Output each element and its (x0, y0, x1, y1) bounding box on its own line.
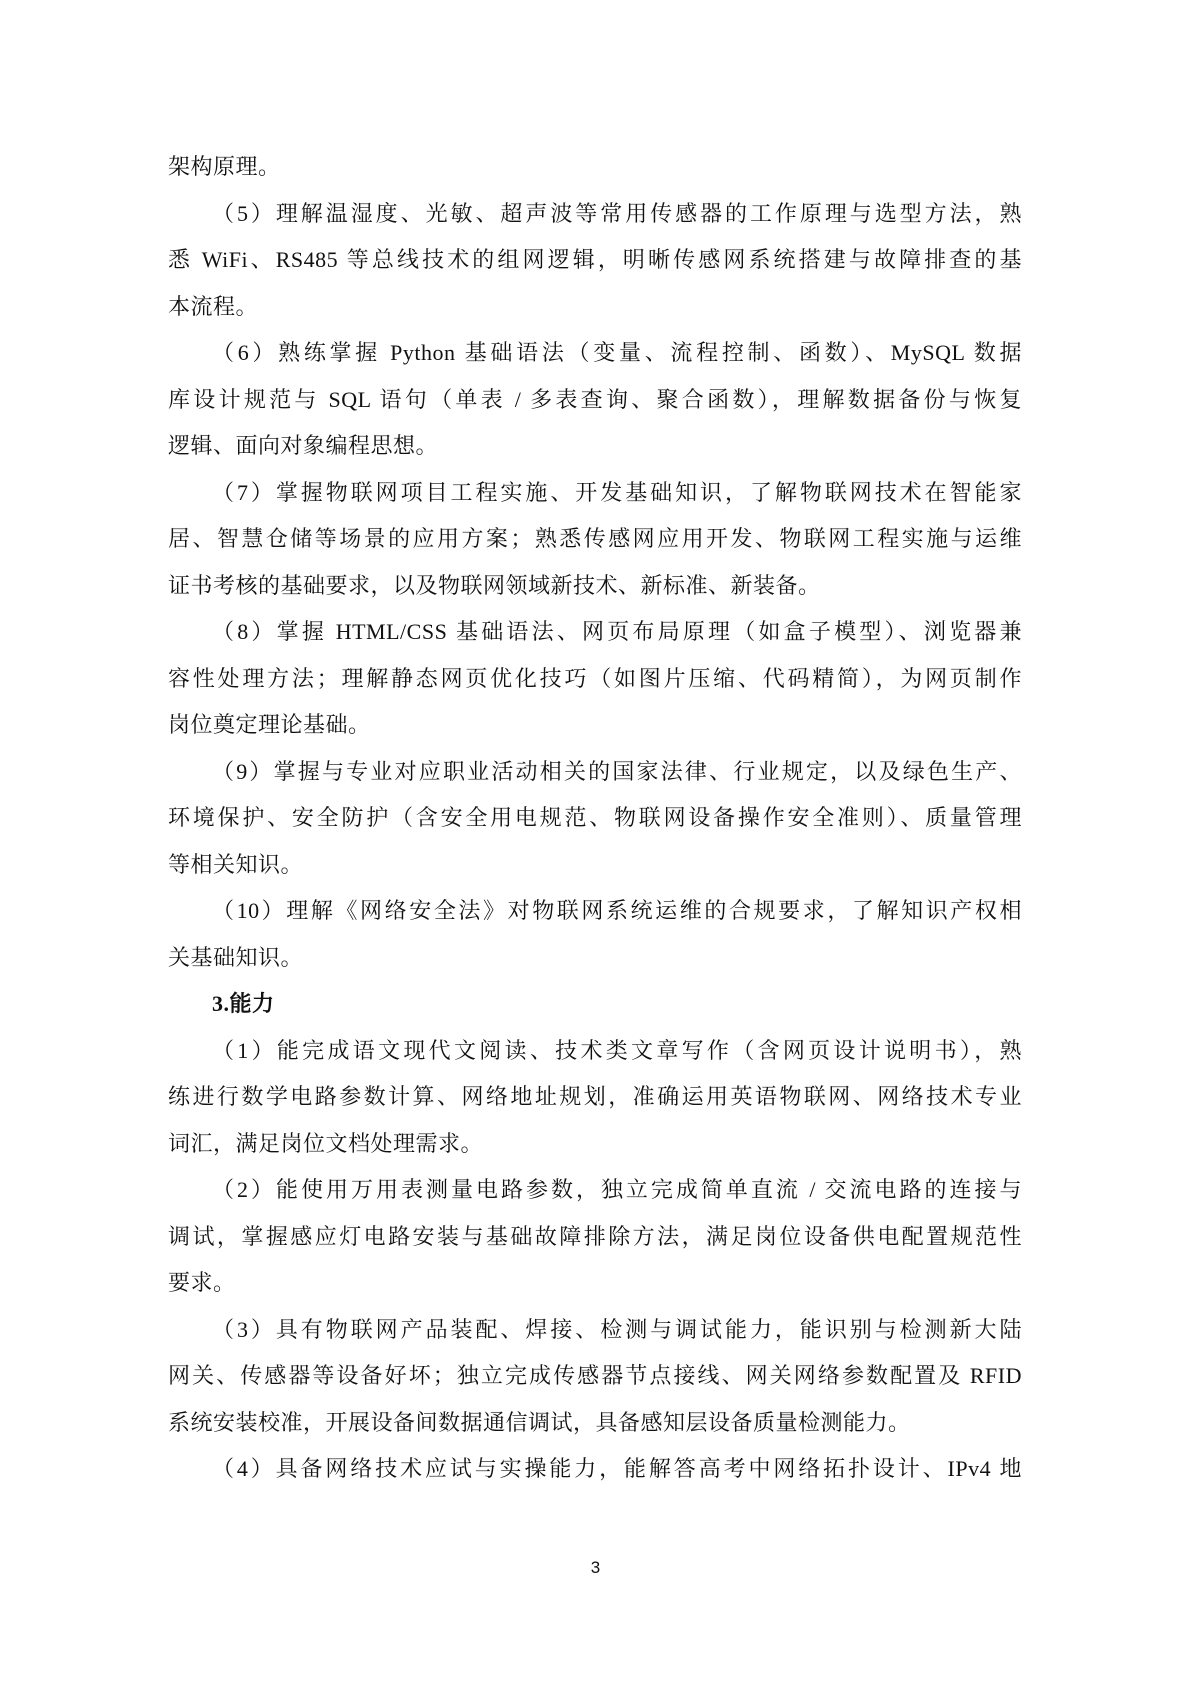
page-number: 3 (590, 1558, 601, 1577)
document-line: （6）熟练掌握 Python 基础语法（变量、流程控制、函数）、MySQL 数据 (212, 340, 1022, 365)
section-heading-ability: 3.能力 (212, 991, 275, 1016)
document-line: （4）具备网络技术应试与实操能力，能解答高考中网络拓扑设计、IPv4 地 (212, 1456, 1022, 1481)
document-line: 等相关知识。 (168, 851, 304, 877)
document-line: 本流程。 (168, 293, 259, 319)
document-line: （5）理解温湿度、光敏、超声波等常用传感器的工作原理与选型方法，熟 (212, 200, 1022, 226)
document-line: （8）掌握 HTML/CSS 基础语法、网页布局原理（如盒子模型）、浏览器兼 (212, 619, 1022, 644)
document-line: 库设计规范与 SQL 语句（单表 / 多表查询、聚合函数），理解数据备份与恢复 (168, 386, 1022, 412)
document-line: 容性处理方法；理解静态网页优化技巧（如图片压缩、代码精简），为网页制作 (168, 665, 1022, 691)
document-line: 环境保护、安全防护（含安全用电规范、物联网设备操作安全准则）、质量管理 (168, 805, 1022, 830)
document-line: 证书考核的基础要求，以及物联网领域新技术、新标准、新装备。 (168, 572, 821, 598)
document-line: 要求。 (168, 1270, 236, 1295)
document-line: （1）能完成语文现代文阅读、技术类文章写作（含网页设计说明书），熟 (212, 1037, 1022, 1063)
document-line: 词汇，满足岗位文档处理需求。 (168, 1130, 484, 1156)
document-line: （2）能使用万用表测量电路参数，独立完成简单直流 / 交流电路的连接与 (212, 1177, 1022, 1202)
document-line: 练进行数学电路参数计算、网络地址规划，准确运用英语物联网、网络技术专业 (168, 1084, 1022, 1109)
document-line: 架构原理。 (168, 154, 281, 179)
document-body (168, 144, 1022, 1493)
document-line: 网关、传感器等设备好坏；独立完成传感器节点接线、网关网络参数配置及 RFID (168, 1363, 1022, 1388)
document-line: 岗位奠定理论基础。 (168, 712, 371, 737)
document-line: 调试，掌握感应灯电路安装与基础故障排除方法，满足岗位设备供电配置规范性 (168, 1223, 1022, 1249)
document-line: （7）掌握物联网项目工程实施、开发基础知识，了解物联网技术在智能家 (212, 479, 1022, 505)
document-line: 关基础知识。 (168, 944, 304, 970)
document-line: （9）掌握与专业对应职业活动相关的国家法律、行业规定，以及绿色生产、 (212, 758, 1022, 784)
document-line: 悉 WiFi、RS485 等总线技术的组网逻辑，明晰传感网系统搭建与故障排查的基 (168, 247, 1022, 272)
document-line: 逻辑、面向对象编程思想。 (168, 433, 439, 458)
document-line: （3）具有物联网产品装配、焊接、检测与调试能力，能识别与检测新大陆 (212, 1316, 1022, 1342)
document-line: 系统安装校准，开展设备间数据通信调试，具备感知层设备质量检测能力。 (168, 1409, 911, 1435)
document-line: （10）理解《网络安全法》对物联网系统运维的合规要求，了解知识产权相 (212, 898, 1022, 923)
document-line: 居、智慧仓储等场景的应用方案；熟悉传感网应用开发、物联网工程实施与运维 (168, 526, 1022, 551)
